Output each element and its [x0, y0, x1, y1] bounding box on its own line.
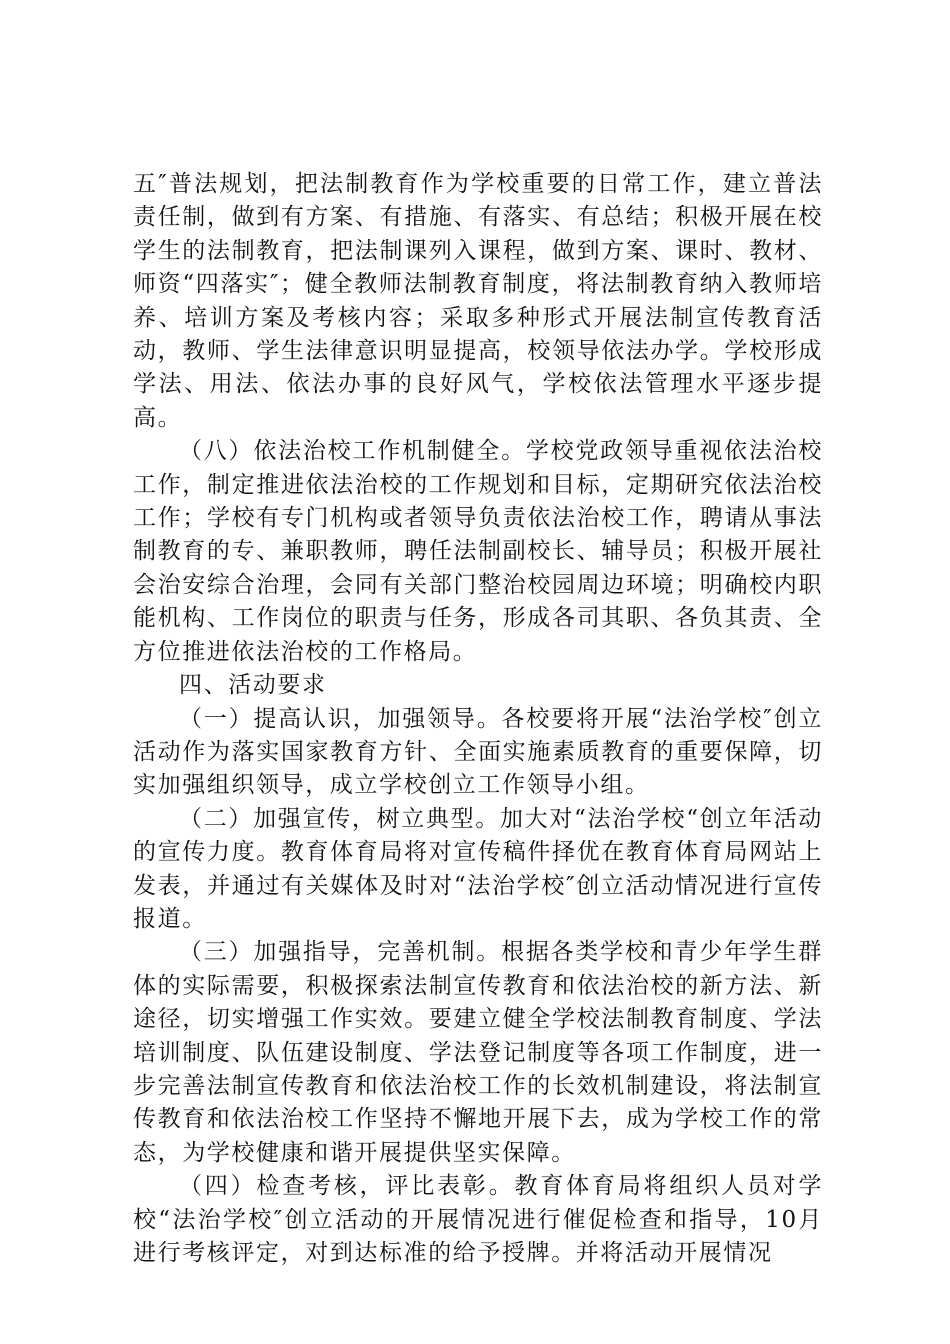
paragraph-mechanism-section-8: （八）依法治校工作机制健全。学校党政领导重视依法治校工作，制定推进依法治校的工作规划和目标，定期研究依法治校工作；学校有专门机构或者领导负责依法治校工作，聘请从事法制教育的专、兼职教师，聘任法制副校长、辅导员；积极开展社会治安综合治理，会同有关部门整治校园周边环境；明确校内职能机构、工作岗位的职责与任务，形成各司其职、各负其责、全方位推进依法治校的工作格局。	[133, 438, 823, 665]
paragraph-continuation-legal-plan: 五″普法规划，把法制教育作为学校重要的日常工作，建立普法责任制，做到有方案、有措施、有落实、有总结；积极开展在校学生的法制教育，把法制课列入课程，做到方案、课时、教材、师资“四落实″；健全教师法制教育制度，将法制教育纳入教师培养、培训方案及考核内容；采取多种形式开展法制宣传教育活动，教师、学生法律意识明显提高，校领导依法办学。学校形成学法、用法、依法办事的良好风气，学校依法管理水平逐步提高。	[133, 171, 823, 431]
paragraph-requirement-4: （四）检查考核，评比表彰。教育体育局将组织人员对学校“法治学校″创立活动的开展情况进行催促检查和指导，10月进行考核评定，对到达标准的给予授牌。并将活动开展情况	[133, 1173, 823, 1266]
paragraph-requirement-1: （一）提高认识，加强领导。各校要将开展“法治学校″创立活动作为落实国家教育方针、全面实施素质教育的重要保障，切实加强组织领导，成立学校创立工作领导小组。	[133, 705, 823, 799]
paragraph-requirement-2: （二）加强宣传，树立典型。加大对“法治学校“创立年活动的宣传力度。教育体育局将对宣传稿件择优在教育体育局网站上发表，并通过有关媒体及时对“法治学校″创立活动情况进行宣传报道。	[133, 805, 823, 932]
paragraph-requirement-3: （三）加强指导，完善机制。根据各类学校和青少年学生群体的实际需要，积极探索法制宣传教育和依法治校的新方法、新途径，切实增强工作实效。要建立健全学校法制教育制度、学法培训制度、队伍建设制度、学法登记制度等各项工作制度，进一步完善法制宣传教育和依法治校工作的长效机制建设，将法制宣传教育和依法治校工作坚持不懈地开展下去，成为学校工作的常态，为学校健康和谐开展提供坚实保障。	[133, 939, 823, 1166]
document-body	[133, 168, 823, 1270]
section-heading-activity-requirements: 四、活动要求	[179, 672, 327, 699]
